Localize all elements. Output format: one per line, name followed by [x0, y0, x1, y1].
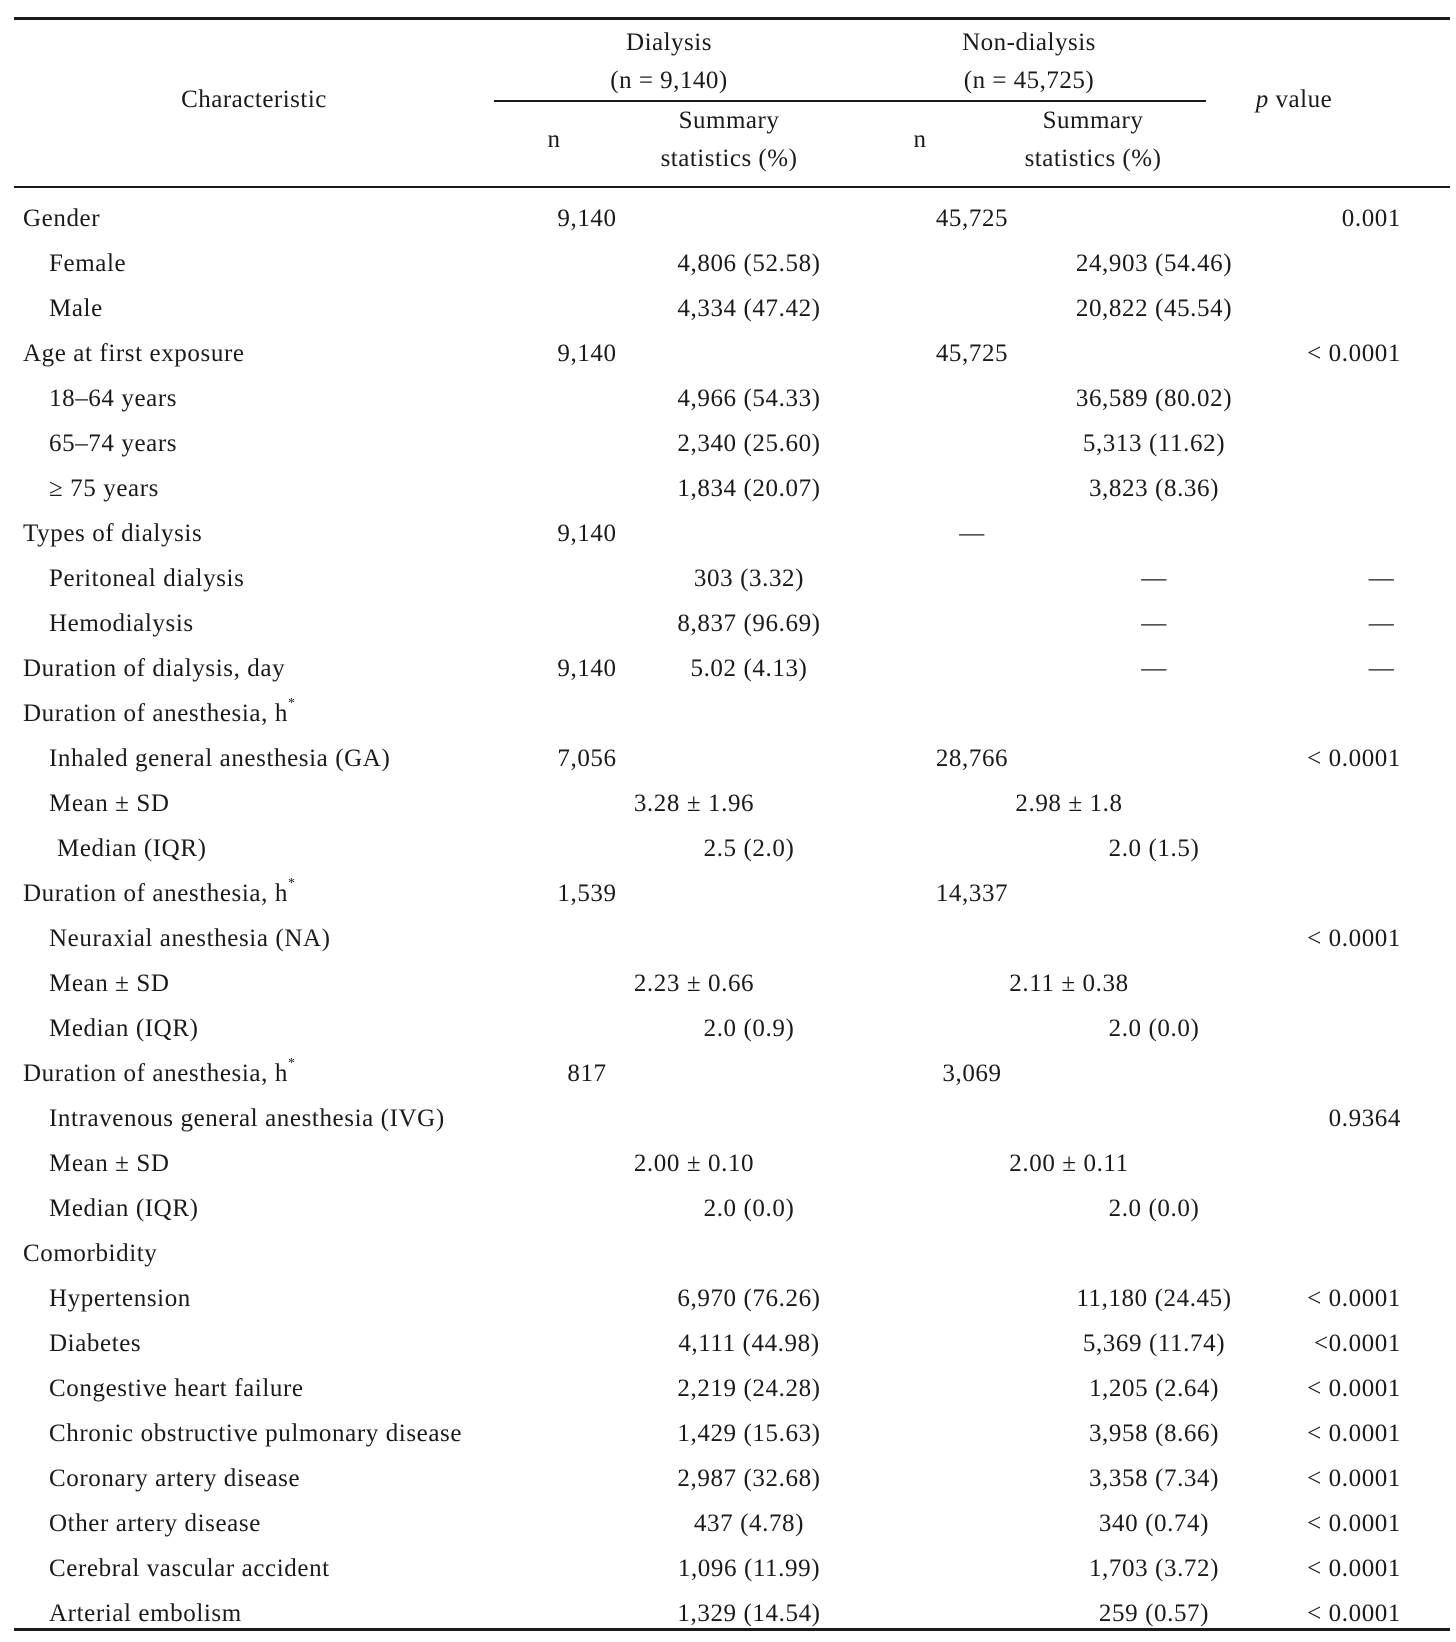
table-row: [14, 1546, 1450, 1591]
dialysis-n: 9,140: [557, 655, 617, 682]
dialysis-summary: 2,340 (25.60): [677, 430, 821, 457]
table-row: [14, 511, 1450, 556]
row-label-text: Inhaled general anesthesia (GA): [49, 745, 391, 772]
table-row: [14, 376, 1450, 421]
table-row: [14, 601, 1450, 646]
row-label: [49, 286, 103, 331]
header-characteristic: [74, 81, 434, 119]
p-value: 0.9364: [1328, 1105, 1401, 1132]
row-label-text: Cerebral vascular accident: [49, 1555, 330, 1582]
header-dialysis-title: Dialysis: [626, 29, 712, 56]
table-row: [14, 1276, 1450, 1321]
row-label-text: Types of dialysis: [23, 520, 203, 547]
row-label-text: 65–74 years: [49, 430, 178, 457]
p-value: <0.0001: [1313, 1330, 1401, 1357]
nondialysis-n: —: [959, 520, 985, 547]
row-label-text: Female: [49, 250, 127, 277]
header-dialysis-n-col: [514, 121, 594, 159]
row-label: [57, 826, 207, 871]
nondialysis-summary: 5,313 (11.62): [1082, 430, 1226, 457]
row-label-text: Median (IQR): [49, 1195, 199, 1222]
table-row: [14, 286, 1450, 331]
nondialysis-summary: 2.98 ± 1.8: [1015, 790, 1123, 817]
p-value: < 0.0001: [1307, 1375, 1401, 1402]
header-summary-line1: Summary: [1042, 107, 1144, 134]
dialysis-summary: 2.23 ± 0.66: [633, 970, 755, 997]
nondialysis-summary: 3,823 (8.36): [1088, 475, 1220, 502]
p-value: —: [1368, 565, 1395, 592]
table-top-rule: [14, 17, 1450, 20]
row-label: [23, 1231, 157, 1276]
nondialysis-n: 45,725: [935, 340, 1009, 367]
nondialysis-n: 45,725: [935, 205, 1009, 232]
nondialysis-n: 28,766: [935, 745, 1009, 772]
header-summary-line2: statistics (%): [660, 145, 798, 172]
p-value: < 0.0001: [1307, 340, 1401, 367]
row-label: [23, 331, 245, 376]
dialysis-summary: 437 (4.78): [693, 1510, 805, 1537]
dialysis-summary: 4,806 (52.58): [677, 250, 821, 277]
dialysis-summary: 2,219 (24.28): [677, 1375, 821, 1402]
nondialysis-summary: 36,589 (80.02): [1075, 385, 1233, 412]
nondialysis-summary: 1,703 (3.72): [1088, 1555, 1220, 1582]
dialysis-n: 7,056: [557, 745, 617, 772]
table-row: [14, 556, 1450, 601]
row-label-text: Male: [49, 295, 103, 322]
row-label: [49, 241, 126, 286]
header-n-label: n: [913, 126, 927, 153]
nondialysis-summary: 340 (0.74): [1098, 1510, 1210, 1537]
header-summary-line2: statistics (%): [1024, 145, 1162, 172]
row-label: [49, 1186, 199, 1231]
nondialysis-summary: 259 (0.57): [1098, 1600, 1210, 1627]
dialysis-summary: 1,429 (15.63): [677, 1420, 821, 1447]
row-label-text: Hemodialysis: [49, 610, 194, 637]
row-label: [49, 736, 390, 781]
p-value: —: [1368, 655, 1395, 682]
row-label-text: Arterial embolism: [49, 1600, 242, 1627]
p-value: < 0.0001: [1307, 1465, 1401, 1492]
row-label: [49, 466, 159, 511]
table-row: [14, 1051, 1450, 1096]
dialysis-n: 1,539: [557, 880, 617, 907]
row-label: [23, 196, 100, 241]
table-row: [14, 1231, 1450, 1276]
row-label: [49, 781, 170, 826]
table-row: [14, 736, 1450, 781]
dialysis-summary: 8,837 (96.69): [677, 610, 821, 637]
dialysis-n: 817: [567, 1060, 607, 1087]
dialysis-summary: 1,834 (20.07): [677, 475, 821, 502]
table-row: [14, 781, 1450, 826]
row-label: [49, 1141, 170, 1186]
table-row: [14, 961, 1450, 1006]
row-label: [49, 1411, 462, 1456]
header-p-value: [1214, 81, 1374, 119]
dialysis-summary: 2.0 (0.9): [703, 1015, 795, 1042]
table-row: [14, 1141, 1450, 1186]
table-row: [14, 826, 1450, 871]
row-label-text: Congestive heart failure: [49, 1375, 304, 1402]
nondialysis-summary: 3,358 (7.34): [1088, 1465, 1220, 1492]
row-label-text: Median (IQR): [49, 1015, 199, 1042]
table-row: [14, 646, 1450, 691]
row-label-text: 18–64 years: [49, 385, 178, 412]
table-body: [14, 196, 1450, 1636]
nondialysis-summary: 3,958 (8.66): [1088, 1420, 1220, 1447]
header-nondialysis-title: Non-dialysis: [962, 29, 1096, 56]
dialysis-summary: 2,987 (32.68): [677, 1465, 821, 1492]
header-p-italic: p: [1255, 86, 1269, 113]
row-label-text: Mean ± SD: [49, 970, 170, 997]
dialysis-summary: 3.28 ± 1.96: [633, 790, 755, 817]
row-label: [49, 961, 170, 1006]
row-label: [49, 1366, 304, 1411]
header-dialysis-summary: [634, 102, 824, 178]
dialysis-summary: 1,096 (11.99): [677, 1555, 821, 1582]
nondialysis-summary: 20,822 (45.54): [1075, 295, 1233, 322]
p-value: < 0.0001: [1307, 1510, 1401, 1537]
nondialysis-summary: 11,180 (24.45): [1076, 1285, 1232, 1312]
footnote-marker: *: [287, 696, 296, 711]
row-label: [49, 1006, 199, 1051]
row-label-text: Coronary artery disease: [49, 1465, 301, 1492]
table-row: [14, 421, 1450, 466]
row-label-text: Other artery disease: [49, 1510, 261, 1537]
row-label-text: Duration of anesthesia, h: [23, 700, 288, 727]
nondialysis-summary: —: [1141, 655, 1167, 682]
row-label-text: ≥ 75 years: [49, 475, 159, 502]
header-nondialysis-summary: [998, 102, 1188, 178]
row-label-text: Comorbidity: [23, 1240, 158, 1267]
row-label-text: Duration of anesthesia, h: [23, 1060, 288, 1087]
dialysis-summary: 2.0 (0.0): [703, 1195, 795, 1222]
table-row: [14, 871, 1450, 916]
row-label: [49, 421, 177, 466]
dialysis-n: 9,140: [557, 520, 617, 547]
nondialysis-summary: 1,205 (2.64): [1088, 1375, 1220, 1402]
table-row: [14, 1366, 1450, 1411]
table-row: [14, 241, 1450, 286]
table-row: [14, 1321, 1450, 1366]
row-label: [49, 1501, 261, 1546]
row-label: [23, 871, 296, 916]
row-label: [49, 376, 177, 421]
header-n-label: n: [547, 126, 561, 153]
nondialysis-summary: 2.00 ± 0.11: [1009, 1150, 1129, 1177]
p-value: —: [1368, 610, 1395, 637]
row-label-text: Mean ± SD: [49, 1150, 170, 1177]
row-label-text: Neuraxial anesthesia (NA): [49, 925, 331, 952]
row-label: [49, 1546, 330, 1591]
table-row: [14, 1411, 1450, 1456]
table-row: [14, 1456, 1450, 1501]
row-label-text: Mean ± SD: [49, 790, 170, 817]
header-dialysis-group: [494, 24, 844, 100]
dialysis-summary: 4,111 (44.98): [678, 1330, 820, 1357]
header-nondialysis-group: [854, 24, 1204, 100]
nondialysis-summary: —: [1141, 610, 1167, 637]
table-row: [14, 1006, 1450, 1051]
dialysis-summary: 4,966 (54.33): [677, 385, 821, 412]
dialysis-summary: 6,970 (76.26): [677, 1285, 821, 1312]
p-value: < 0.0001: [1307, 1600, 1401, 1627]
table-row: [14, 1186, 1450, 1231]
row-label-text: Diabetes: [49, 1330, 142, 1357]
p-value: < 0.0001: [1307, 1420, 1401, 1447]
header-summary-line1: Summary: [678, 107, 780, 134]
table-row: [14, 196, 1450, 241]
row-label: [49, 1321, 141, 1366]
p-value: < 0.0001: [1307, 1555, 1401, 1582]
dialysis-summary: 1,329 (14.54): [677, 1600, 821, 1627]
row-label: [49, 1096, 445, 1141]
nondialysis-summary: 2.0 (0.0): [1108, 1015, 1200, 1042]
nondialysis-n: 14,337: [935, 880, 1009, 907]
row-label-text: Peritoneal dialysis: [49, 565, 245, 592]
row-label: [23, 646, 285, 691]
nondialysis-summary: 5,369 (11.74): [1082, 1330, 1226, 1357]
nondialysis-n: 3,069: [942, 1060, 1002, 1087]
dialysis-summary: 5.02 (4.13): [690, 655, 808, 682]
header-nondialysis-n: (n = 45,725): [963, 67, 1095, 94]
header-nondialysis-n-col: [880, 121, 960, 159]
footnote-marker: *: [287, 1056, 296, 1071]
row-label: [49, 601, 194, 646]
row-label: [49, 1276, 191, 1321]
nondialysis-summary: 2.0 (0.0): [1108, 1195, 1200, 1222]
header-bottom-rule: [14, 186, 1450, 188]
dialysis-summary: 303 (3.32): [693, 565, 805, 592]
dialysis-n: 9,140: [557, 205, 617, 232]
row-label-text: Hypertension: [49, 1285, 191, 1312]
nondialysis-summary: 24,903 (54.46): [1075, 250, 1233, 277]
dialysis-summary: 4,334 (47.42): [677, 295, 821, 322]
nondialysis-summary: 2.11 ± 0.38: [1009, 970, 1129, 997]
row-label-text: Chronic obstructive pulmonary disease: [49, 1420, 463, 1447]
table-row: [14, 1096, 1450, 1141]
row-label-text: Intravenous general anesthesia (IVG): [49, 1105, 445, 1132]
table-row: [14, 331, 1450, 376]
nondialysis-summary: —: [1141, 565, 1167, 592]
row-label: [23, 511, 202, 556]
row-label: [49, 916, 331, 961]
nondialysis-summary: 2.0 (1.5): [1108, 835, 1200, 862]
p-value: < 0.0001: [1307, 745, 1401, 772]
row-label: [49, 556, 244, 601]
header-dialysis-n: (n = 9,140): [610, 67, 728, 94]
p-value: 0.001: [1341, 205, 1401, 232]
header-p-rest: value: [1268, 86, 1333, 113]
table-bottom-rule: [14, 1628, 1450, 1631]
row-label-text: Gender: [23, 205, 101, 232]
row-label-text: Median (IQR): [57, 835, 207, 862]
row-label: [23, 1051, 296, 1096]
row-label-text: Duration of anesthesia, h: [23, 880, 288, 907]
row-label-text: Age at first exposure: [23, 340, 245, 367]
header-characteristic-label: Characteristic: [181, 86, 327, 113]
table-row: [14, 466, 1450, 511]
p-value: < 0.0001: [1307, 925, 1401, 952]
dialysis-summary: 2.5 (2.0): [703, 835, 795, 862]
table-row: [14, 916, 1450, 961]
footnote-marker: *: [287, 876, 296, 891]
p-value: < 0.0001: [1307, 1285, 1401, 1312]
table-row: [14, 1501, 1450, 1546]
row-label-text: Duration of dialysis, day: [23, 655, 286, 682]
dialysis-summary: 2.00 ± 0.10: [633, 1150, 755, 1177]
row-label: [23, 691, 296, 736]
dialysis-n: 9,140: [557, 340, 617, 367]
table-row: [14, 691, 1450, 736]
row-label: [49, 1456, 300, 1501]
